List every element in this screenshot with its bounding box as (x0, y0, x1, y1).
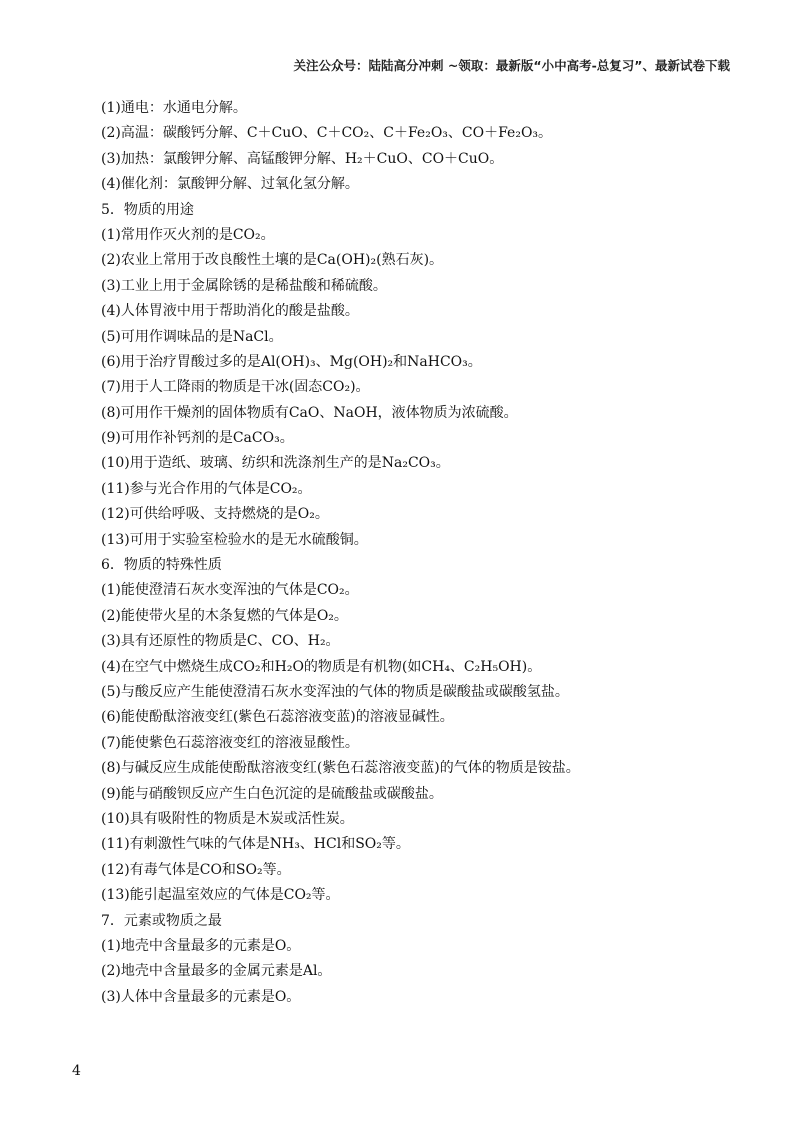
section-heading: 5．物质的用途 (101, 201, 194, 218)
text-line: (5)可用作调味品的是NaCl。 (101, 328, 283, 345)
text-line: (10)具有吸附性的物质是木炭或活性炭。 (101, 810, 354, 827)
text-line: (6)用于治疗胃酸过多的是Al(OH)₃、Mg(OH)₂和NaHCO₃。 (101, 353, 482, 370)
text-line: (4)人体胃液中用于帮助消化的酸是盐酸。 (101, 303, 359, 320)
text-line: (5)与酸反应产生能使澄清石灰水变浑浊的气体的物质是碳酸盐或碳酸氢盐。 (101, 683, 569, 700)
text-line: (9)能与硝酸钡反应产生白色沉淀的是硫酸盐或碳酸盐。 (101, 785, 443, 802)
text-line: (8)与碱反应生成能使酚酞溶液变红(紫色石蕊溶液变蓝)的气体的物质是铵盐。 (101, 760, 580, 777)
section-heading: 6．物质的特殊性质 (101, 557, 222, 574)
text-line: (10)用于造纸、玻璃、纺织和洗涤剂生产的是Na₂CO₃。 (101, 455, 450, 472)
text-line: (11)有刺激性气味的气体是NH₃、HCl和SO₂等。 (101, 836, 410, 853)
text-line: (9)可用作补钙剂的是CaCO₃。 (101, 430, 294, 447)
text-line: (13)能引起温室效应的气体是CO₂等。 (101, 887, 340, 904)
text-line: (12)可供给呼吸、支持燃烧的是O₂。 (101, 506, 329, 523)
text-line: (2)农业上常用于改良酸性土壤的是Ca(OH)₂(熟石灰)。 (101, 252, 444, 269)
text-line: (11)参与光合作用的气体是CO₂。 (101, 480, 312, 497)
text-line: (8)可用作干燥剂的固体物质有CaO、NaOH，液体物质为浓硫酸。 (101, 404, 518, 421)
text-line: (4)在空气中燃烧生成CO₂和H₂O的物质是有机物(如CH₄、C₂H₅OH)。 (101, 658, 542, 675)
text-line: (2)高温：碳酸钙分解、C＋CuO、C＋CO₂、C＋Fe₂O₃、CO＋Fe₂O₃。 (101, 125, 553, 142)
text-line: (4)催化剂：氯酸钾分解、过氧化氢分解。 (101, 176, 359, 193)
text-line: (3)具有还原性的物质是C、CO、H₂。 (101, 633, 340, 650)
text-line: (1)常用作灭火剂的是CO₂。 (101, 226, 275, 243)
text-line: (3)人体中含量最多的元素是O。 (101, 988, 301, 1005)
text-line: (1)能使澄清石灰水变浑浊的气体是CO₂。 (101, 582, 359, 599)
text-line: (1)地壳中含量最多的元素是O。 (101, 937, 301, 954)
text-line: (7)能使紫色石蕊溶液变红的溶液显酸性。 (101, 734, 359, 751)
text-line: (2)地壳中含量最多的金属元素是Al。 (101, 963, 332, 980)
text-line: (1)通电：水通电分解。 (101, 100, 247, 116)
text-line: (3)工业上用于金属除锈的是稀盐酸和稀硫酸。 (101, 277, 387, 294)
text-line: (12)有毒气体是CO和SO₂等。 (101, 861, 291, 878)
text-line: (13)可用于实验室检验水的是无水硫酸铜。 (101, 531, 368, 548)
page-header: 关注公众号：陆陆高分冲刺 ~领取：最新版“小中高考-总复习”、最新试卷下载 (293, 58, 730, 73)
text-line: (6)能使酚酞溶液变红(紫色石蕊溶液变蓝)的溶液显碱性。 (101, 709, 454, 726)
section-heading: 7．元素或物质之最 (101, 912, 222, 929)
text-line: (2)能使带火星的木条复燃的气体是O₂。 (101, 607, 348, 624)
document-body (101, 96, 741, 1010)
page-number: 4 (72, 1063, 81, 1079)
text-line: (7)用于人工降雨的物质是干冰(固态CO₂)。 (101, 379, 370, 396)
text-line: (3)加热：氯酸钾分解、高锰酸钾分解、H₂＋CuO、CO＋CuO。 (101, 150, 504, 167)
